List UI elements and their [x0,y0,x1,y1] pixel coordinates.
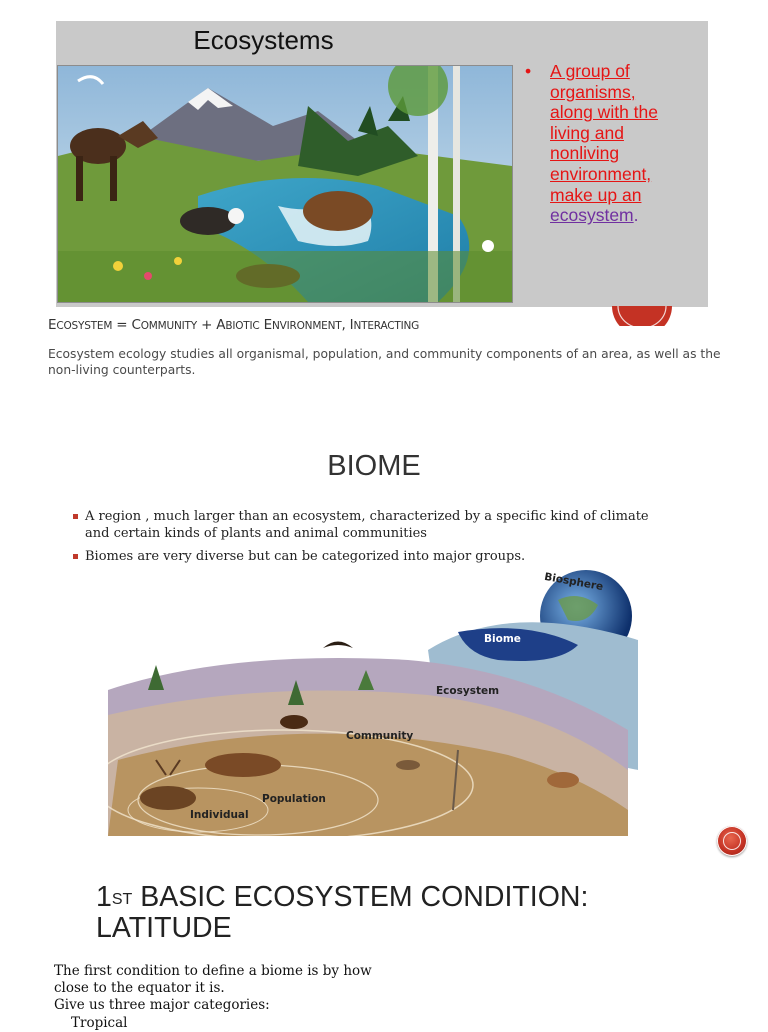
decorative-red-circle [610,306,674,326]
square-bullet-icon [73,514,78,519]
square-bullet-icon [73,554,78,559]
slide-title: Ecosystems [193,25,334,55]
latitude-body-text [54,963,414,1032]
ecosystem-label: Ecosystem [436,685,500,697]
biome-label: Biome [484,633,521,645]
list-item: Biomes are very diverse but can be categorized into major groups. [72,549,672,566]
definition-line: organisms, [550,81,636,102]
body-line: Tropical [71,1014,128,1031]
biome-bullet-list [72,509,672,573]
community-label: Community [346,730,414,742]
population-label: Population [262,793,326,805]
bullet-dot: • [525,61,532,81]
ecosystem-term-link[interactable]: ecosystem [550,205,634,226]
body-line: Give us three major categories: [54,997,270,1014]
definition-line: make up an [550,184,642,205]
ecosystems-slide-panel [56,21,708,307]
biosphere-label: Biosphere [543,570,605,594]
ecological-hierarchy-illustration [108,570,640,836]
ecosystem-equation: ECOSYSTEM = COMMUNITY + ABIOTIC ENVIRONMENT, INTERACTING [48,317,420,333]
body-line: The first condition to define a biome is by how [54,963,372,979]
definition-line: nonliving [550,143,620,164]
next-slide-button[interactable] [717,826,747,856]
definition-line: environment, [550,163,652,184]
individual-label: Individual [190,809,249,821]
ecosystem-definition-bullet [525,61,703,226]
definition-line: along with the [550,102,658,123]
ecosystem-description: Ecosystem ecology studies all organismal, population, and community components of an area, as well as the non-living counterparts. [48,347,721,377]
hierarchy-scene [108,570,640,836]
biome-title: BIOME [327,450,421,482]
body-line: close to the equator it is. [54,980,225,997]
definition-line: living and [550,122,624,143]
latitude-title: 1ST BASIC ECOSYSTEM CONDITION: LATITUDE [96,881,589,944]
definition-period: . [633,205,639,226]
list-item: A region , much larger than an ecosystem, characterized by a specific kind of climate and certain kinds of plants and animal communities [72,509,672,542]
definition-line: A group of [550,61,630,81]
ecosystem-illustration [57,65,513,303]
